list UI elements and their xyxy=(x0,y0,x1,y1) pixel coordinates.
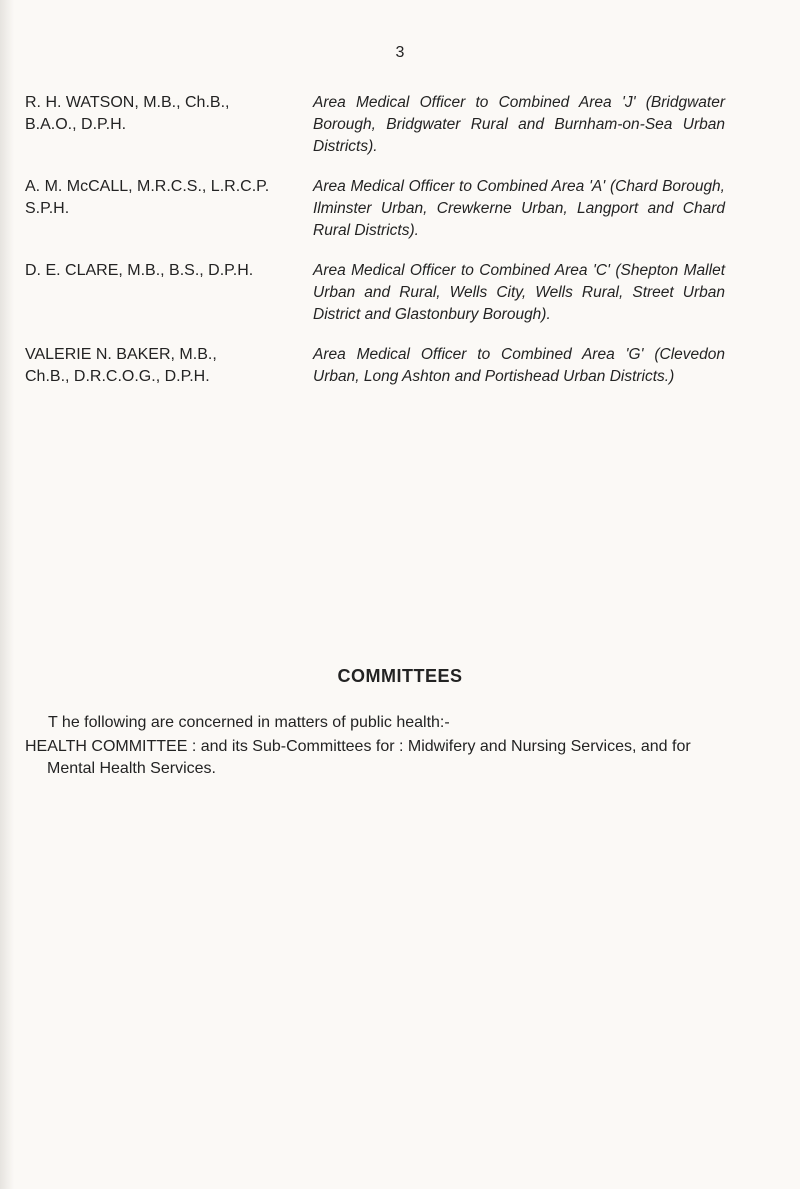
page-edge-shadow xyxy=(0,0,14,1189)
officer-row xyxy=(25,92,725,158)
committees-heading: COMMITTEES xyxy=(337,666,463,686)
officer-name: D. E. CLARE, M.B., B.S., D.P.H. xyxy=(25,262,254,279)
officer-row xyxy=(25,344,725,388)
officer-role: Area Medical Officer to Combined Area 'A' (Chard Borough, Ilminster Urban, Crewkerne Urban, Langport and Chard Rural Districts). xyxy=(313,178,725,239)
officer-role: Area Medical Officer to Combined Area 'G' (Clevedon Urban, Long Ashton and Portishead Urban Districts.) xyxy=(313,346,725,385)
page-number: 3 xyxy=(395,44,405,61)
health-committee-entry xyxy=(25,736,725,780)
officer-row xyxy=(25,176,725,242)
officer-row xyxy=(25,260,725,326)
officer-role: Area Medical Officer to Combined Area 'C' (Shepton Mallet Urban and Rural, Wells City, Wells Rural, Street Urban District and Glastonbury Borough). xyxy=(313,262,725,323)
committees-intro: T he following are concerned in matters of public health:- xyxy=(48,714,450,731)
officer-name: VALERIE N. BAKER, M.B., Ch.B., D.R.C.O.G., D.P.H. xyxy=(25,346,217,385)
officer-name: A. M. McCALL, M.R.C.S., L.R.C.P. S.P.H. xyxy=(25,178,270,217)
committee-entry-line: HEALTH COMMITTEE : and its Sub-Committees for : Midwifery and Nursing Services, and for xyxy=(25,738,691,755)
officer-role: Area Medical Officer to Combined Area 'J' (Bridgwater Borough, Bridgwater Rural and Burnham-on-Sea Urban Districts). xyxy=(313,94,725,155)
officer-list xyxy=(25,92,725,406)
committee-entry-continuation: Mental Health Services. xyxy=(47,760,216,777)
officer-name: R. H. WATSON, M.B., Ch.B., B.A.O., D.P.H. xyxy=(25,94,230,133)
